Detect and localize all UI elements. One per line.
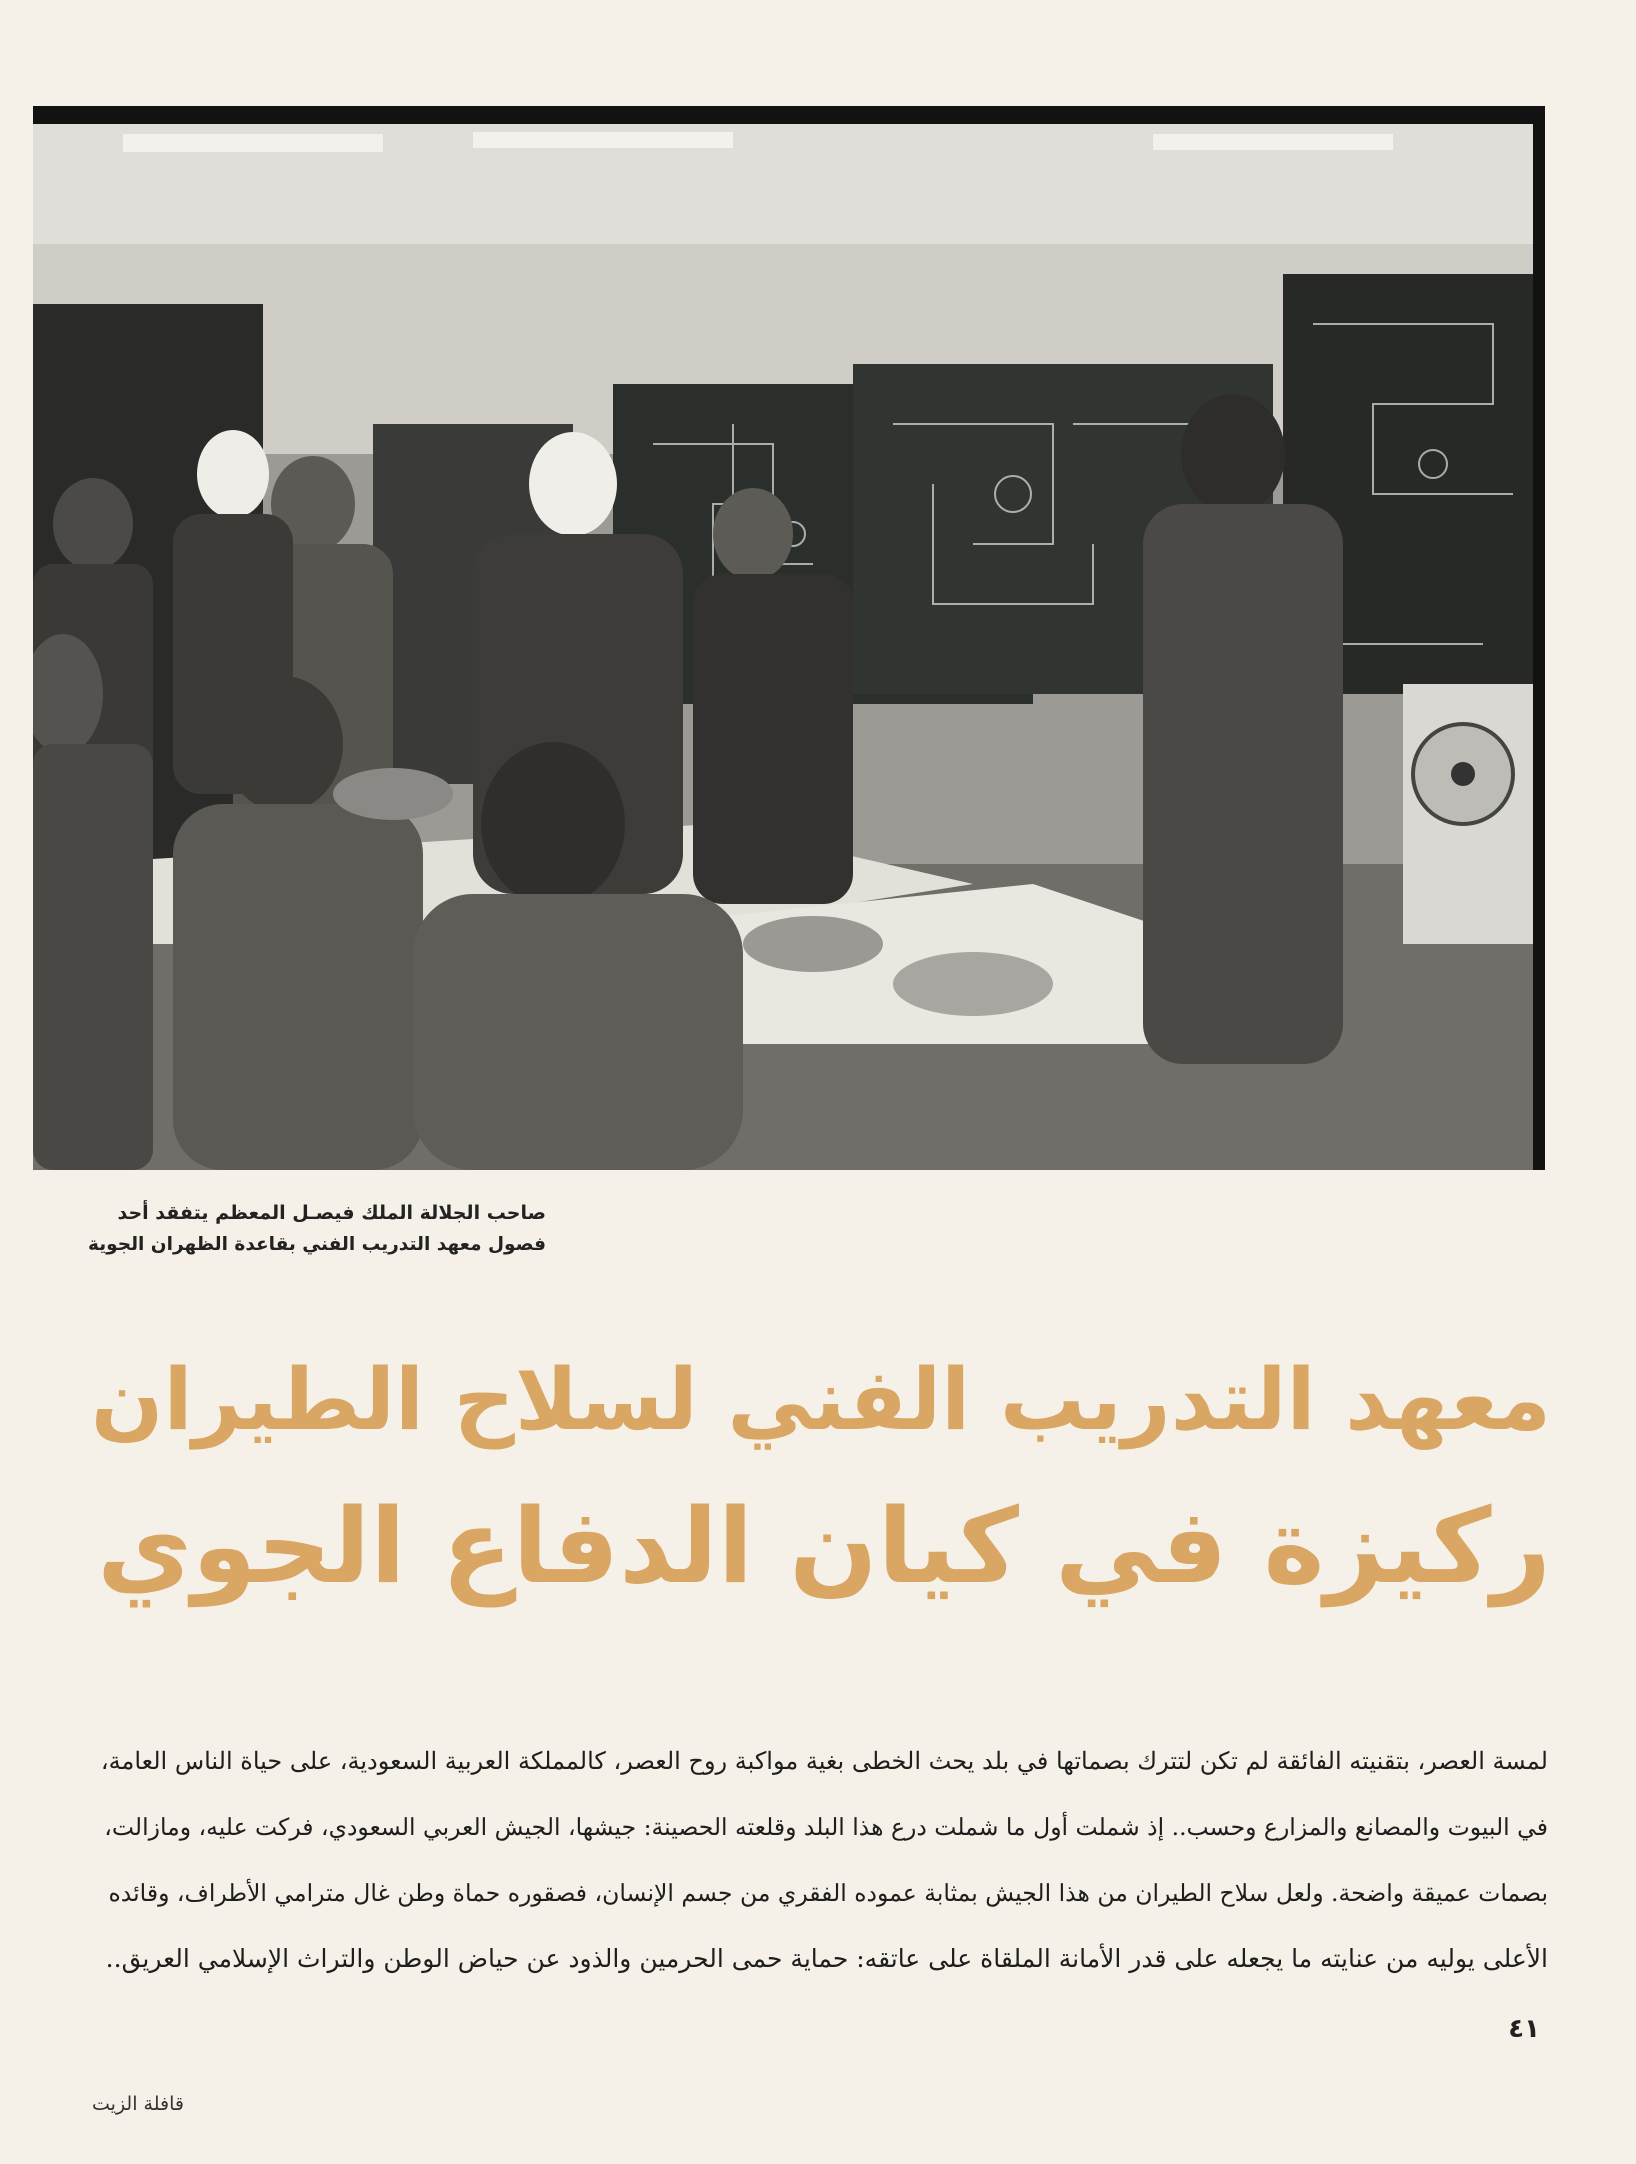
body-line: الأعلى يوليه من عنايته ما يجعله على قدر الأمانة الملقاة على عاتقه: حماية حمى الحرمين والذود عن حياض الوطن والتراث الإسلامي العريق.. — [105, 1944, 1548, 1973]
photograph-icon — [33, 124, 1533, 1170]
title-line-2: ركيزة في كيان الدفاع الجوي — [97, 1487, 1551, 1607]
article-body — [88, 1728, 1548, 1992]
photo-caption — [86, 1198, 546, 1260]
page-number: ٤١ — [1508, 2014, 1540, 2044]
title-line-1: معهد التدريب الفني لسلاح الطيران — [90, 1351, 1551, 1450]
magazine-name: قافلة الزيت — [92, 2093, 184, 2115]
photo-frame — [33, 108, 1545, 1170]
caption-line-2: فصول معهد التدريب الفني بقاعدة الظهران الجوية — [87, 1234, 546, 1255]
body-line: في البيوت والمصانع والمزارع وحسب.. إذ شملت أول ما شملت درع هذا البلد وقلعته الحصينة: جيشها، الجيش العربي السعودي، فركت عليه، ومازالت، — [104, 1813, 1548, 1841]
body-line: بصمات عميقة واضحة. ولعل سلاح الطيران من هذا الجيش بمثابة عموده الفقري من جسم الإنسان، فصقوره حماة وطن غال مترامي الأطراف، وقائده — [108, 1879, 1548, 1907]
caption-line-1: صاحب الجلالة الملك فيصـل المعظم يتفقد أحد — [117, 1202, 546, 1224]
body-line: لمسة العصر، بتقنيته الفائقة لم تكن لتترك بصماتها في بلد يحث الخطى بغية مواكبة روح العصر، كالمملكة العربية السعودية، على حياة الناس العامة، — [100, 1747, 1548, 1775]
classroom-photo — [33, 124, 1533, 1170]
article-title — [91, 1328, 1551, 1620]
